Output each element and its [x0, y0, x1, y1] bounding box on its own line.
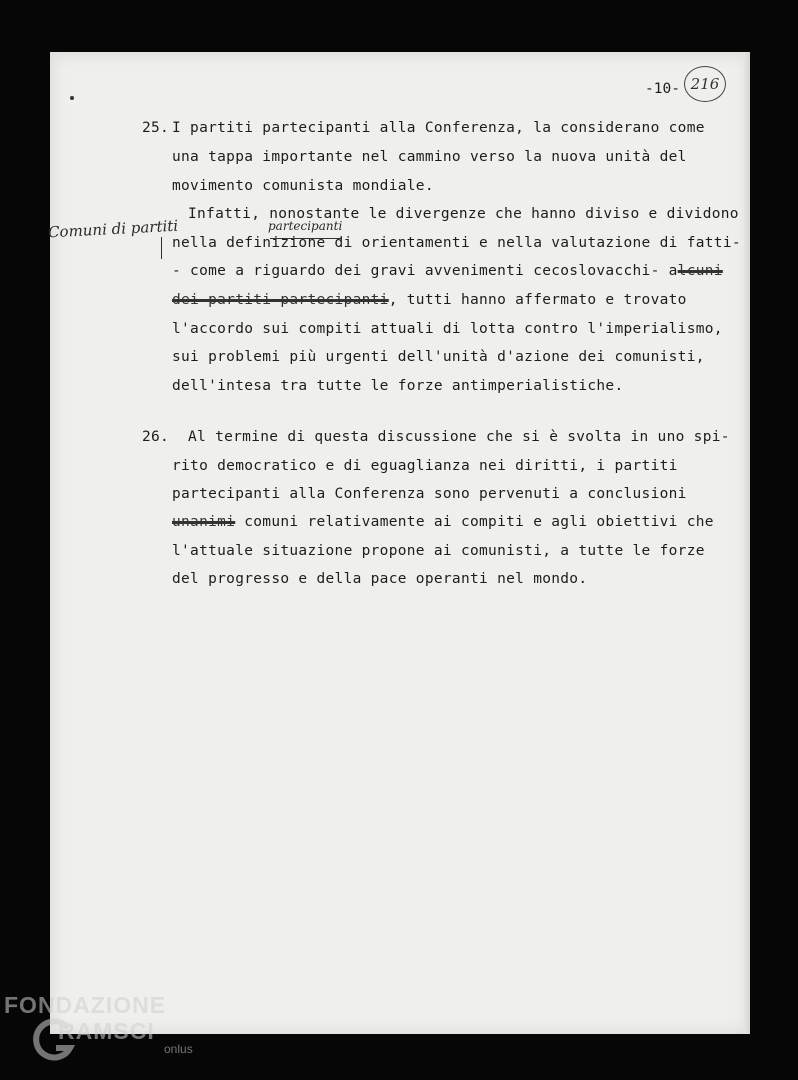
page-number: -10-: [645, 81, 680, 97]
struck-text: dei partiti partecipanti: [172, 292, 389, 308]
text-line: [172, 291, 687, 309]
text-line: sui problemi più urgenti dell'unità d'azione dei comunisti,: [172, 349, 705, 365]
document-page: [47, 52, 750, 1034]
text-line: movimento comunista mondiale.: [172, 178, 434, 194]
text-line: [172, 262, 723, 280]
text-line: partecipanti alla Conferenza sono pervenuti a conclusioni: [172, 486, 687, 502]
text-segment: - come a riguardo dei gravi avvenimenti cecoslovacchi- a: [172, 263, 678, 279]
paragraph-number-26: 26.: [142, 429, 170, 445]
text-line: l'accordo sui compiti attuali di lotta contro l'imperialismo,: [172, 321, 723, 337]
watermark-line1: FONDAZIONE: [4, 992, 167, 1018]
insertion-bracket: [161, 237, 165, 259]
inserted-word-handwritten: partecipanti: [268, 219, 343, 233]
watermark-line2: RAMSCI: [58, 1018, 155, 1044]
text-segment: , tutti hanno affermato e trovato: [388, 292, 687, 308]
watermark-line3: onlus: [164, 1042, 193, 1056]
text-line: Al termine di questa discussione che si è svolta in uno spi-: [188, 429, 730, 445]
paragraph-number-25: 25.: [142, 120, 170, 136]
archive-number-stamp: 216: [684, 66, 726, 102]
text-line: l'attuale situazione propone ai comunisti, a tutte le forze: [172, 543, 705, 559]
margin-note-handwritten: Comuni di partiti: [47, 216, 179, 242]
text-line: del progresso e della pace operanti nel mondo.: [172, 571, 588, 587]
text-line: dell'intesa tra tutte le forze antimperialistiche.: [172, 378, 624, 394]
text-segment: comuni relativamente ai compiti e agli obiettivi che: [235, 514, 714, 530]
text-line: una tappa importante nel cammino verso la nuova unità del: [172, 149, 687, 165]
text-line: [172, 513, 714, 531]
text-line: Infatti, nonostante le divergenze che hanno diviso e dividono: [188, 206, 739, 222]
paper-speck: [70, 96, 74, 100]
archive-watermark-logo: [4, 992, 204, 1076]
struck-text: lcuni: [677, 263, 723, 279]
struck-text: unanimi: [172, 514, 236, 530]
text-line: I partiti partecipanti alla Conferenza, la considerano come: [172, 120, 705, 136]
page-edge: [744, 52, 750, 1034]
text-line: rito democratico e di eguaglianza nei diritti, i partiti: [172, 458, 678, 474]
text-line: nella definizione di orientamenti e nella valutazione di fatti-: [172, 235, 741, 251]
